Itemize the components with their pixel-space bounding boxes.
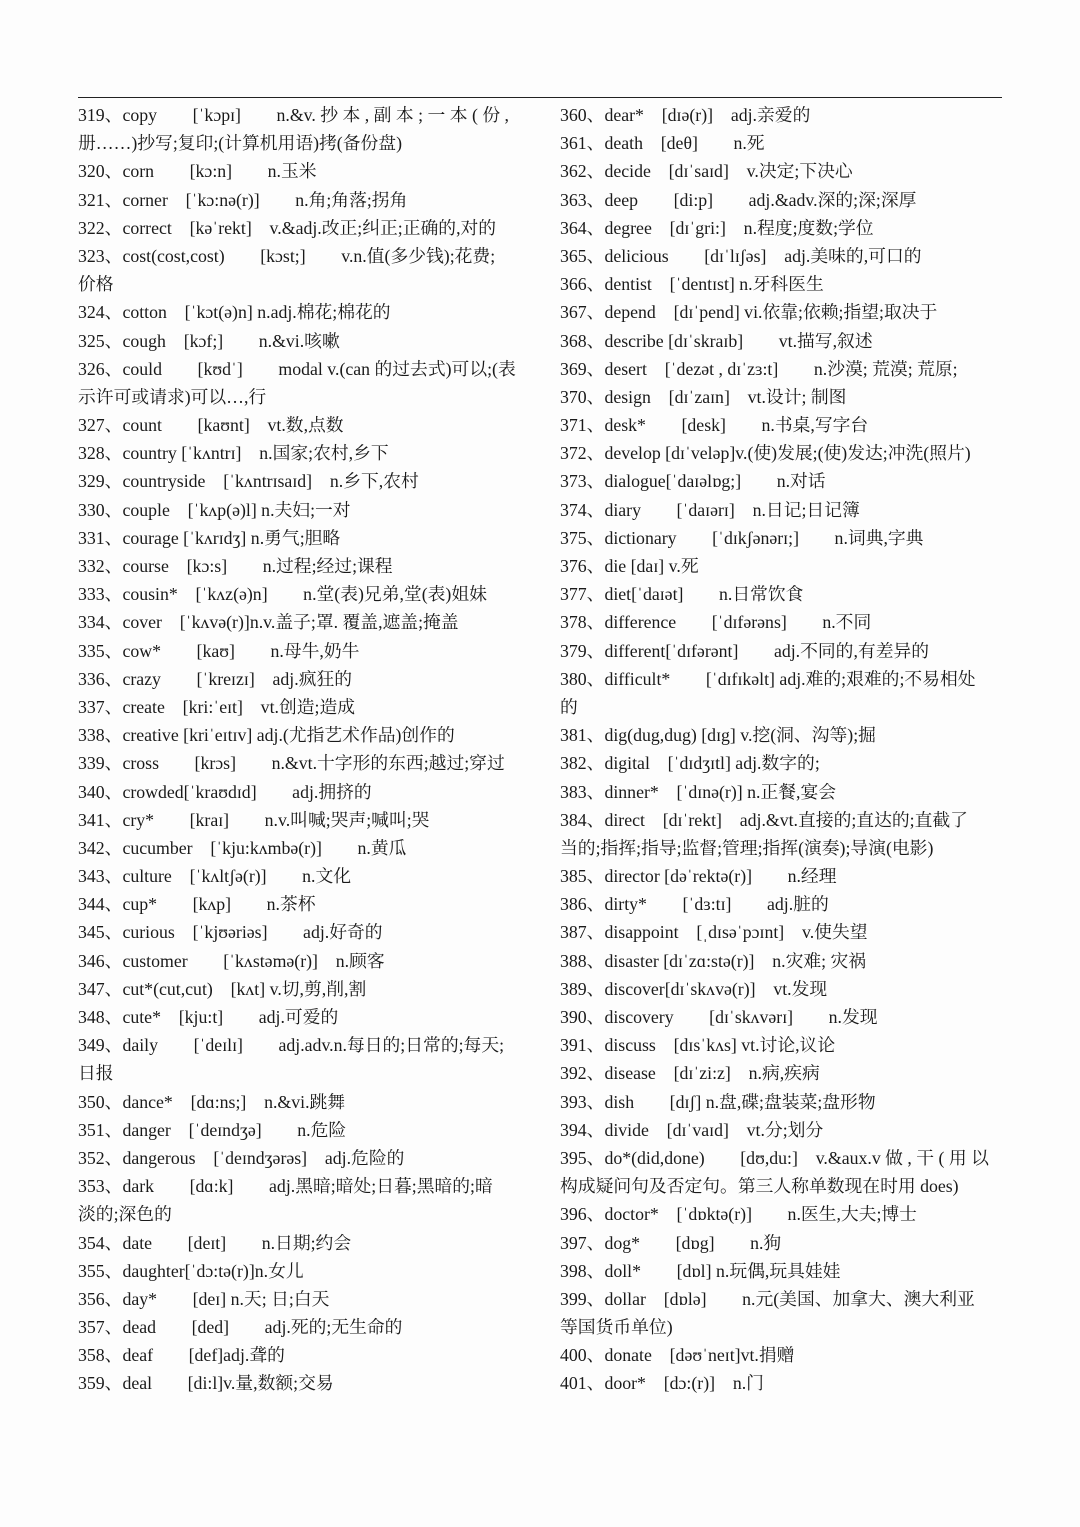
entry-line: 322、correct [kəˈrekt] v.&adj.改正;纠正;正确的,对的 [78, 217, 497, 238]
entry-line: 396、doctor* [ˈdɒktə(r)] n.医生,大夫;博士 [560, 1204, 917, 1225]
entry-line: 淡的;深色的 [78, 1204, 172, 1225]
entry-line: 387、disappoint [ˌdɪsəˈpɔɪnt] v.使失望 [560, 922, 868, 943]
entry-line: 359、deal [di:l]v.量,数额;交易 [78, 1373, 334, 1394]
entry-line: 388、disaster [dɪˈzɑ:stə(r)] n.灾难; 灾祸 [560, 950, 867, 971]
entry-line: 347、cut*(cut,cut) [kʌt] v.切,剪,削,割 [78, 978, 367, 999]
entry-line: 385、director [dəˈrektə(r)] n.经理 [560, 866, 837, 887]
entry-line: 361、death [deθ] n.死 [560, 133, 765, 154]
entry-line: 350、dance* [dɑ:ns;] n.&vi.跳舞 [78, 1091, 346, 1112]
entry-line: 378、difference [ˈdɪfərəns] n.不同 [560, 612, 872, 633]
entry-line: 392、disease [dɪˈzi:z] n.病,疾病 [560, 1063, 820, 1084]
entry-line: 336、crazy [ˈkreɪzɪ] adj.疯狂的 [78, 668, 353, 689]
entry-line: 382、digital [ˈdɪdʒɪtl] adj.数字的; [560, 753, 820, 774]
entry-line: 358、deaf [def]adj.聋的 [78, 1345, 285, 1366]
entry-line: 383、dinner* [ˈdɪnə(r)] n.正餐,宴会 [560, 781, 837, 802]
entry-line: 398、doll* [dɒl] n.玩偶,玩具娃娃 [560, 1260, 841, 1281]
entry-line: 价格 [78, 274, 114, 295]
entry-line: 319、copy [ˈkɔpɪ] n.&v. 抄 本 , 副 本 ; 一 本 ( 份 , [78, 105, 509, 125]
right-column [560, 101, 1004, 1398]
entry-line: 365、delicious [dɪˈlɪʃəs] adj.美味的,可口的 [560, 245, 922, 266]
entry-line: 377、diet[ˈdaɪət] n.日常饮食 [560, 584, 804, 605]
entry-line: 353、dark [dɑ:k] adj.黑暗;暗处;日暮;黑暗的;暗 [78, 1176, 493, 1197]
entry-line: 340、crowded[ˈkraʊdɪd] adj.拥挤的 [78, 781, 372, 802]
entry-line: 320、corn [kɔ:n] n.玉米 [78, 161, 317, 182]
entry-line: 352、dangerous [ˈdeɪndʒərəs] adj.危险的 [78, 1147, 405, 1168]
entry-line: 324、cotton [ˈkɔt(ə)n] n.adj.棉花;棉花的 [78, 302, 391, 323]
entry-line: 362、decide [dɪˈsaɪd] v.决定;下决心 [560, 161, 853, 182]
entry-line: 400、donate [dəʊˈneɪt]vt.捐赠 [560, 1345, 795, 1366]
entry-line: 376、die [daɪ] v.死 [560, 556, 699, 576]
entry-line: 379、different[ˈdɪfərənt] adj.不同的,有差异的 [560, 640, 930, 661]
entry-line: 335、cow* [kaʊ] n.母牛,奶牛 [78, 640, 360, 661]
entry-line: 399、dollar [dɒlə] n.元(美国、加拿大、澳大利亚 [560, 1288, 975, 1309]
entry-line: 373、dialogue[ˈdaɪəlɒg;] n.对话 [560, 471, 826, 492]
entry-line: 369、desert [ˈdezət , dɪˈzɜ:t] n.沙漠; 荒漠; 荒原; [560, 358, 958, 379]
entry-line: 351、danger [ˈdeɪndʒə] n.危险 [78, 1119, 347, 1140]
entry-line: 339、cross [krɔs] n.&vt.十字形的东西;越过;穿过 [78, 753, 505, 774]
entry-line: 349、daily [ˈdeɪlɪ] adj.adv.n.每日的;日常的;每天; [78, 1035, 505, 1056]
entry-line: 构成疑问句及否定句。第三人称单数现在时用 does) [560, 1176, 959, 1197]
entry-line: 325、cough [kɔf;] n.&vi.咳嗽 [78, 330, 340, 351]
entry-line: 示许可或请求)可以…,行 [78, 386, 267, 407]
entry-line: 等国货币单位) [560, 1317, 673, 1338]
entry-line: 348、cute* [kju:t] adj.可爱的 [78, 1007, 339, 1027]
entry-line: 368、describe [dɪˈskraɪb] vt.描写,叙述 [560, 330, 873, 351]
entry-line: 357、dead [ded] adj.死的;无生命的 [78, 1317, 403, 1338]
entry-line: 327、count [kaʊnt] vt.数,点数 [78, 415, 344, 436]
entry-line: 342、cucumber [ˈkju:kʌmbə(r)] n.黄瓜 [78, 837, 407, 858]
left-column [78, 101, 524, 1398]
entry-line: 328、country [ˈkʌntrɪ] n.国家;农村,乡下 [78, 443, 389, 464]
entry-line: 的 [560, 696, 578, 717]
entry-line: 323、cost(cost,cost) [kɔst;] v.n.值(多少钱);花费; [78, 245, 496, 266]
entry-line: 372、develop [dɪˈveləp]v.(使)发展;(使)发达;冲洗(照片) [560, 443, 971, 464]
entry-line: 375、dictionary [ˈdɪkʃənərɪ;] n.词典,字典 [560, 527, 924, 548]
entry-line: 395、do*(did,done) [dʊ,du:] v.&aux.v 做 , 干 ( 用 以 [560, 1147, 989, 1168]
entry-line: 334、cover [ˈkʌvə(r)]n.v.盖子;罩. 覆盖,遮盖;掩盖 [78, 612, 459, 633]
entry-line: 354、date [deɪt] n.日期;约会 [78, 1232, 352, 1253]
entry-line: 380、difficult* [ˈdɪfɪkəlt] adj.难的;艰难的;不易相处 [560, 668, 976, 689]
entry-line: 384、direct [dɪˈrekt] adj.&vt.直接的;直达的;直截了 [560, 809, 968, 830]
entry-line: 当的;指挥;指导;监督;管理;指挥(演奏);导演(电影) [560, 837, 934, 858]
entry-line: 330、couple [ˈkʌp(ə)l] n.夫妇;一对 [78, 499, 351, 520]
entry-line: 341、cry* [kraɪ] n.v.叫喊;哭声;喊叫;哭 [78, 809, 430, 830]
entry-line: 363、deep [di:p] adj.&adv.深的;深;深厚 [560, 189, 917, 210]
entry-line: 397、dog* [dɒg] n.狗 [560, 1232, 782, 1253]
entry-line: 366、dentist [ˈdentɪst] n.牙科医生 [560, 274, 824, 295]
entry-line: 356、day* [deɪ] n.天; 日;白天 [78, 1288, 330, 1309]
entry-line: 394、divide [dɪˈvaɪd] vt.分;划分 [560, 1119, 824, 1140]
entry-line: 326、could [kʊdˈ] modal v.(can 的过去式)可以;(表 [78, 358, 516, 379]
entry-line: 337、create [kri:ˈeɪt] vt.创造;造成 [78, 696, 356, 717]
entry-line: 374、diary [ˈdaɪərɪ] n.日记;日记簿 [560, 499, 860, 520]
entry-line: 391、discuss [dɪsˈkʌs] vt.讨论,议论 [560, 1035, 836, 1056]
entry-line: 355、daughter[ˈdɔ:tə(r)]n.女儿 [78, 1260, 304, 1281]
entry-line: 343、culture [ˈkʌltʃə(r)] n.文化 [78, 866, 352, 887]
entry-line: 册……)抄写;复印;(计算机用语)拷(备份盘) [78, 133, 402, 154]
entry-line: 332、course [kɔ:s] n.过程;经过;课程 [78, 556, 393, 576]
entry-line: 321、corner [ˈkɔ:nə(r)] n.角;角落;拐角 [78, 189, 408, 210]
entry-line: 364、degree [dɪˈgri:] n.程度;度数;学位 [560, 217, 874, 238]
entry-line: 371、desk* [desk] n.书桌,写字台 [560, 415, 869, 436]
entry-line: 390、discovery [dɪˈskʌvərɪ] n.发现 [560, 1007, 878, 1027]
entry-line: 日报 [78, 1063, 114, 1084]
entry-line: 386、dirty* [ˈdɜ:tɪ] adj.脏的 [560, 894, 829, 915]
entry-line: 360、dear* [dɪə(r)] adj.亲爱的 [560, 105, 811, 125]
entry-line: 345、curious [ˈkjʊəriəs] adj.好奇的 [78, 922, 383, 943]
entry-line: 331、courage [ˈkʌrɪdʒ] n.勇气;胆略 [78, 527, 341, 548]
entry-line: 381、dig(dug,dug) [dɪg] v.挖(洞、沟等);掘 [560, 725, 876, 746]
entry-line: 344、cup* [kʌp] n.茶杯 [78, 894, 316, 915]
entry-line: 329、countryside [ˈkʌntrɪsaɪd] n.乡下,农村 [78, 471, 419, 492]
entry-line: 338、creative [kriˈeɪtɪv] adj.(尤指艺术作品)创作的 [78, 725, 455, 746]
entry-line: 367、depend [dɪˈpend] vi.依靠;依赖;指望;取决于 [560, 302, 938, 323]
entry-line: 393、dish [dɪʃ] n.盘,碟;盘装菜;盘形物 [560, 1091, 876, 1112]
entry-line: 370、design [dɪˈzaɪn] vt.设计; 制图 [560, 386, 847, 407]
entry-line: 389、discover[dɪˈskʌvə(r)] vt.发现 [560, 978, 828, 999]
entry-line: 401、door* [dɔ:(r)] n.门 [560, 1373, 764, 1394]
entry-line: 333、cousin* [ˈkʌz(ə)n] n.堂(表)兄弟,堂(表)姐妹 [78, 584, 487, 605]
entry-line: 346、customer [ˈkʌstəmə(r)] n.顾客 [78, 950, 385, 971]
top-rule [78, 97, 1002, 98]
